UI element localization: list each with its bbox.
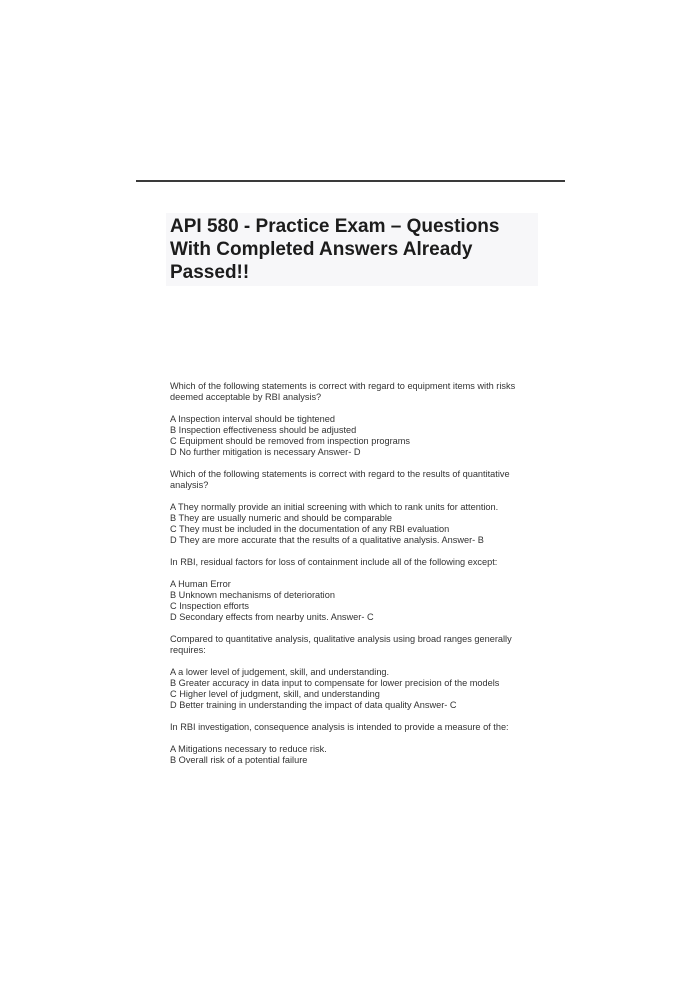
answer-option: A They normally provide an initial screening with which to rank units for attention. [170,502,499,512]
question-text [170,381,540,403]
answer-options [170,744,540,766]
question-text [170,469,540,491]
answer-option: D No further mitigation is necessary Answer- D [170,447,361,457]
title-line: With Completed Answers Already [170,239,473,260]
answer-option: B Inspection effectiveness should be adjusted [170,425,357,435]
question-text [170,722,540,733]
answer-option: B Overall risk of a potential failure [170,755,308,765]
document-title [170,215,534,284]
answer-option: D Secondary effects from nearby units. Answer- C [170,612,374,622]
answer-option: A Mitigations necessary to reduce risk. [170,744,327,754]
answer-option: D They are more accurate that the results of a qualitative analysis. Answer- B [170,535,484,545]
answer-option: C Inspection efforts [170,601,249,611]
question-line: Which of the following statements is correct with regard to equipment items with risks [170,381,516,391]
answer-options [170,414,540,458]
answer-option: C Higher level of judgment, skill, and understanding [170,689,380,699]
answer-option: D Better training in understanding the impact of data quality Answer- C [170,700,457,710]
question-line: analysis? [170,480,209,490]
answer-option: B Unknown mechanisms of deterioration [170,590,335,600]
exam-content [170,381,540,777]
title-line: API 580 - Practice Exam – Questions [170,216,500,237]
answer-option: B Greater accuracy in data input to compensate for lower precision of the models [170,678,500,688]
answer-option: A Inspection interval should be tightened [170,414,335,424]
question-text [170,557,540,568]
question-line: In RBI, residual factors for loss of containment include all of the following except: [170,557,498,567]
answer-options [170,667,540,711]
question-line: deemed acceptable by RBI analysis? [170,392,322,402]
title-block [166,213,538,286]
answer-option: A Human Error [170,579,231,589]
title-line: Passed!! [170,262,250,283]
answer-option: B They are usually numeric and should be comparable [170,513,392,523]
answer-option: C They must be included in the documentation of any RBI evaluation [170,524,450,534]
answer-options [170,579,540,623]
question-text [170,634,540,656]
question-line: requires: [170,645,206,655]
answer-option: A a lower level of judgement, skill, and understanding. [170,667,390,677]
answer-option: C Equipment should be removed from inspection programs [170,436,411,446]
answer-options [170,502,540,546]
question-line: In RBI investigation, consequence analysis is intended to provide a measure of the: [170,722,509,732]
question-line: Which of the following statements is correct with regard to the results of quantitative [170,469,510,479]
header-divider [136,180,565,182]
question-line: Compared to quantitative analysis, qualitative analysis using broad ranges generally [170,634,512,644]
